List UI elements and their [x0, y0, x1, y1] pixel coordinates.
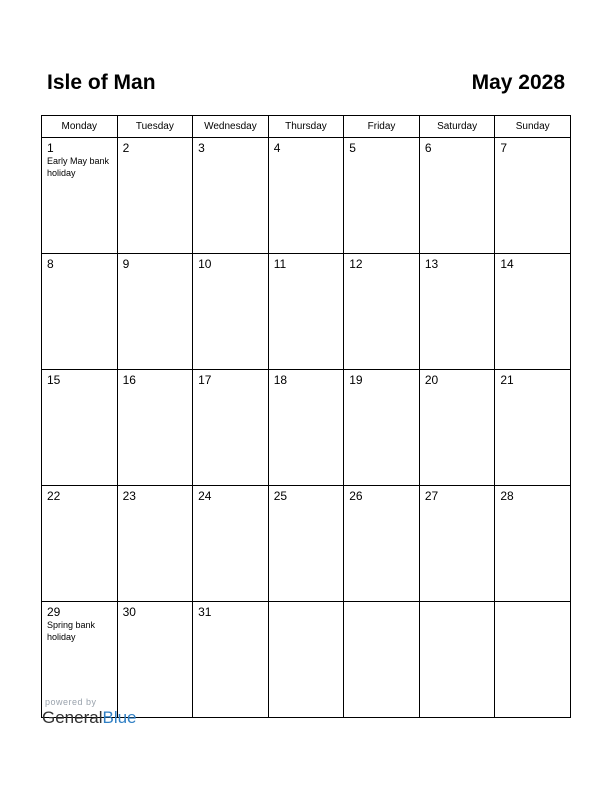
day-number: 3 [198, 141, 205, 155]
day-cell[interactable] [419, 138, 495, 254]
day-cell[interactable] [495, 370, 571, 486]
day-cell[interactable] [42, 370, 118, 486]
day-number: 29 [47, 605, 61, 619]
day-cell[interactable] [117, 486, 193, 602]
day-number: 11 [273, 257, 287, 271]
day-number: 22 [47, 489, 61, 503]
day-cell[interactable] [344, 254, 420, 370]
calendar-week-row [42, 486, 571, 602]
calendar-grid [41, 115, 571, 718]
day-cell[interactable] [193, 138, 269, 254]
day-cell[interactable] [193, 602, 269, 718]
generalblue-logo[interactable] [42, 708, 137, 728]
day-cell[interactable] [419, 486, 495, 602]
region-title: Isle of Man [47, 71, 156, 94]
day-cell[interactable] [117, 138, 193, 254]
weekday-thursday: Thursday [268, 116, 344, 138]
day-number: 15 [47, 373, 61, 387]
day-cell[interactable] [42, 254, 118, 370]
day-number: 20 [424, 373, 439, 387]
day-cell[interactable] [42, 138, 118, 254]
day-number: 9 [122, 257, 130, 271]
weekday-tuesday: Tuesday [117, 116, 193, 138]
weekday-monday: Monday [42, 116, 118, 138]
day-cell[interactable] [495, 254, 571, 370]
weekday-saturday: Saturday [419, 116, 495, 138]
day-number: 5 [349, 141, 356, 155]
day-number: 16 [122, 373, 136, 387]
day-cell[interactable] [495, 486, 571, 602]
day-number: 19 [349, 373, 363, 387]
day-number: 18 [273, 373, 288, 387]
day-cell[interactable] [344, 138, 420, 254]
weekday-header-row [42, 116, 571, 138]
day-cell[interactable] [117, 602, 193, 718]
calendar-week-row [42, 254, 571, 370]
powered-by-text: powered by [45, 697, 97, 707]
day-number: 17 [198, 373, 212, 387]
brand-part-blue: Blue [102, 708, 137, 727]
day-cell[interactable] [344, 370, 420, 486]
day-cell[interactable] [193, 370, 269, 486]
day-cell[interactable] [419, 602, 495, 718]
day-cell[interactable] [344, 602, 420, 718]
day-number: 13 [424, 257, 439, 271]
month-year-title: May 2028 [471, 71, 565, 94]
day-cell[interactable] [268, 486, 344, 602]
day-number: 25 [273, 489, 288, 503]
weekday-friday: Friday [344, 116, 420, 138]
holiday-label: Early May bank holiday [47, 156, 110, 178]
day-number: 30 [122, 605, 136, 619]
day-number: 10 [198, 257, 212, 271]
day-number: 31 [198, 605, 212, 619]
day-cell[interactable] [268, 602, 344, 718]
calendar-week-row [42, 602, 571, 718]
day-cell[interactable] [117, 370, 193, 486]
day-cell[interactable] [117, 254, 193, 370]
day-number: 24 [198, 489, 212, 503]
weekday-wednesday: Wednesday [193, 116, 269, 138]
day-number: 21 [500, 373, 514, 387]
day-number: 7 [500, 141, 508, 155]
day-cell[interactable] [268, 370, 344, 486]
day-cell[interactable] [495, 138, 571, 254]
day-number: 27 [424, 489, 439, 503]
day-number: 14 [500, 257, 514, 271]
day-cell[interactable] [495, 602, 571, 718]
day-cell[interactable] [193, 254, 269, 370]
day-number: 28 [500, 489, 514, 503]
day-number: 8 [47, 257, 54, 271]
day-number: 1 [47, 141, 54, 155]
day-number: 23 [122, 489, 136, 503]
day-cell[interactable] [419, 254, 495, 370]
day-number: 4 [273, 141, 281, 155]
brand-part-general: General [42, 708, 103, 727]
holiday-label: Spring bank holiday [47, 620, 96, 642]
weekday-sunday: Sunday [495, 116, 571, 138]
day-cell[interactable] [42, 486, 118, 602]
day-cell[interactable] [193, 486, 269, 602]
day-cell[interactable] [268, 254, 344, 370]
day-number: 2 [122, 141, 130, 155]
day-number: 12 [349, 257, 363, 271]
calendar-week-row [42, 138, 571, 254]
day-cell[interactable] [268, 138, 344, 254]
calendar-week-row [42, 370, 571, 486]
day-number: 26 [349, 489, 363, 503]
day-cell[interactable] [419, 370, 495, 486]
day-number: 6 [424, 141, 432, 155]
day-cell[interactable] [344, 486, 420, 602]
